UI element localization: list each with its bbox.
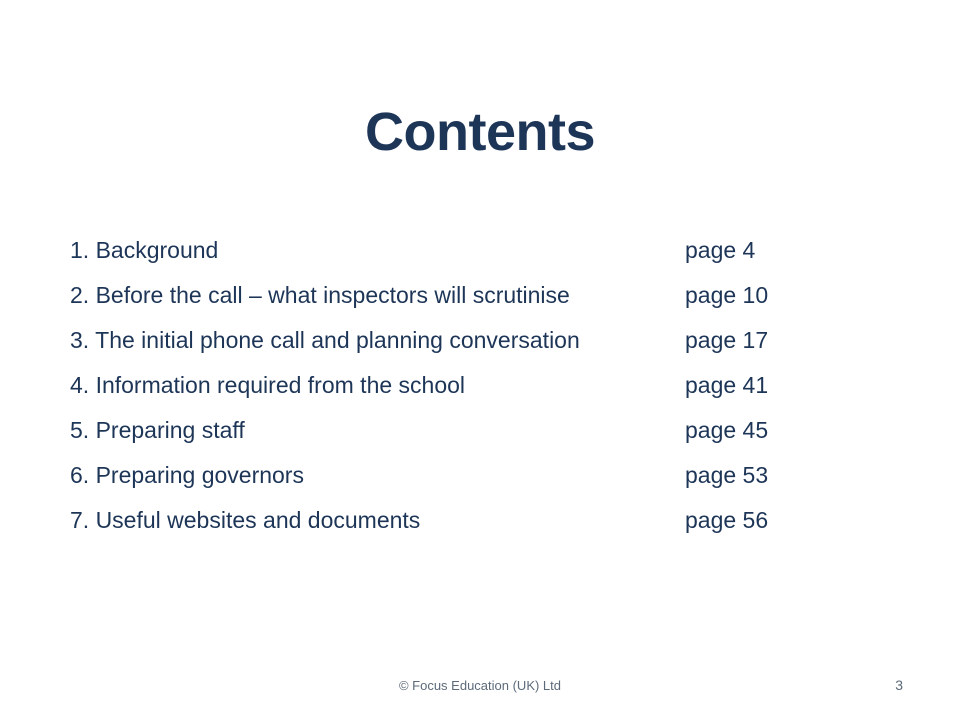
contents-list — [70, 228, 860, 543]
footer-page-number: 3 — [895, 677, 903, 693]
list-item[interactable] — [70, 318, 860, 363]
contents-entry-page: page 17 — [685, 327, 769, 353]
list-item[interactable] — [70, 228, 860, 273]
list-item[interactable] — [70, 273, 860, 318]
footer-copyright: © Focus Education (UK) Ltd — [398, 678, 562, 693]
contents-entry-page: page 10 — [685, 282, 769, 308]
list-item[interactable] — [70, 363, 860, 408]
contents-entry-label: 6. Preparing governors — [70, 462, 304, 488]
page-title: Contents — [365, 102, 595, 162]
contents-entry-page: page 45 — [685, 417, 769, 443]
list-item[interactable] — [70, 408, 860, 453]
contents-entry-label: 5. Preparing staff — [70, 417, 245, 443]
contents-entry-label: 2. Before the call – what inspectors will scrutinise — [70, 282, 570, 308]
contents-entry-label: 1. Background — [70, 237, 219, 263]
contents-entry-page: page 53 — [685, 462, 769, 488]
list-item[interactable] — [70, 498, 860, 543]
contents-entry-page: page 4 — [685, 237, 756, 263]
contents-entry-page: page 56 — [685, 507, 769, 533]
contents-entry-label: 7. Useful websites and documents — [70, 507, 421, 533]
contents-entry-page: page 41 — [685, 372, 769, 398]
list-item[interactable] — [70, 453, 860, 498]
contents-entry-label: 3. The initial phone call and planning conversation — [70, 327, 580, 353]
contents-entry-label: 4. Information required from the school — [70, 372, 466, 398]
